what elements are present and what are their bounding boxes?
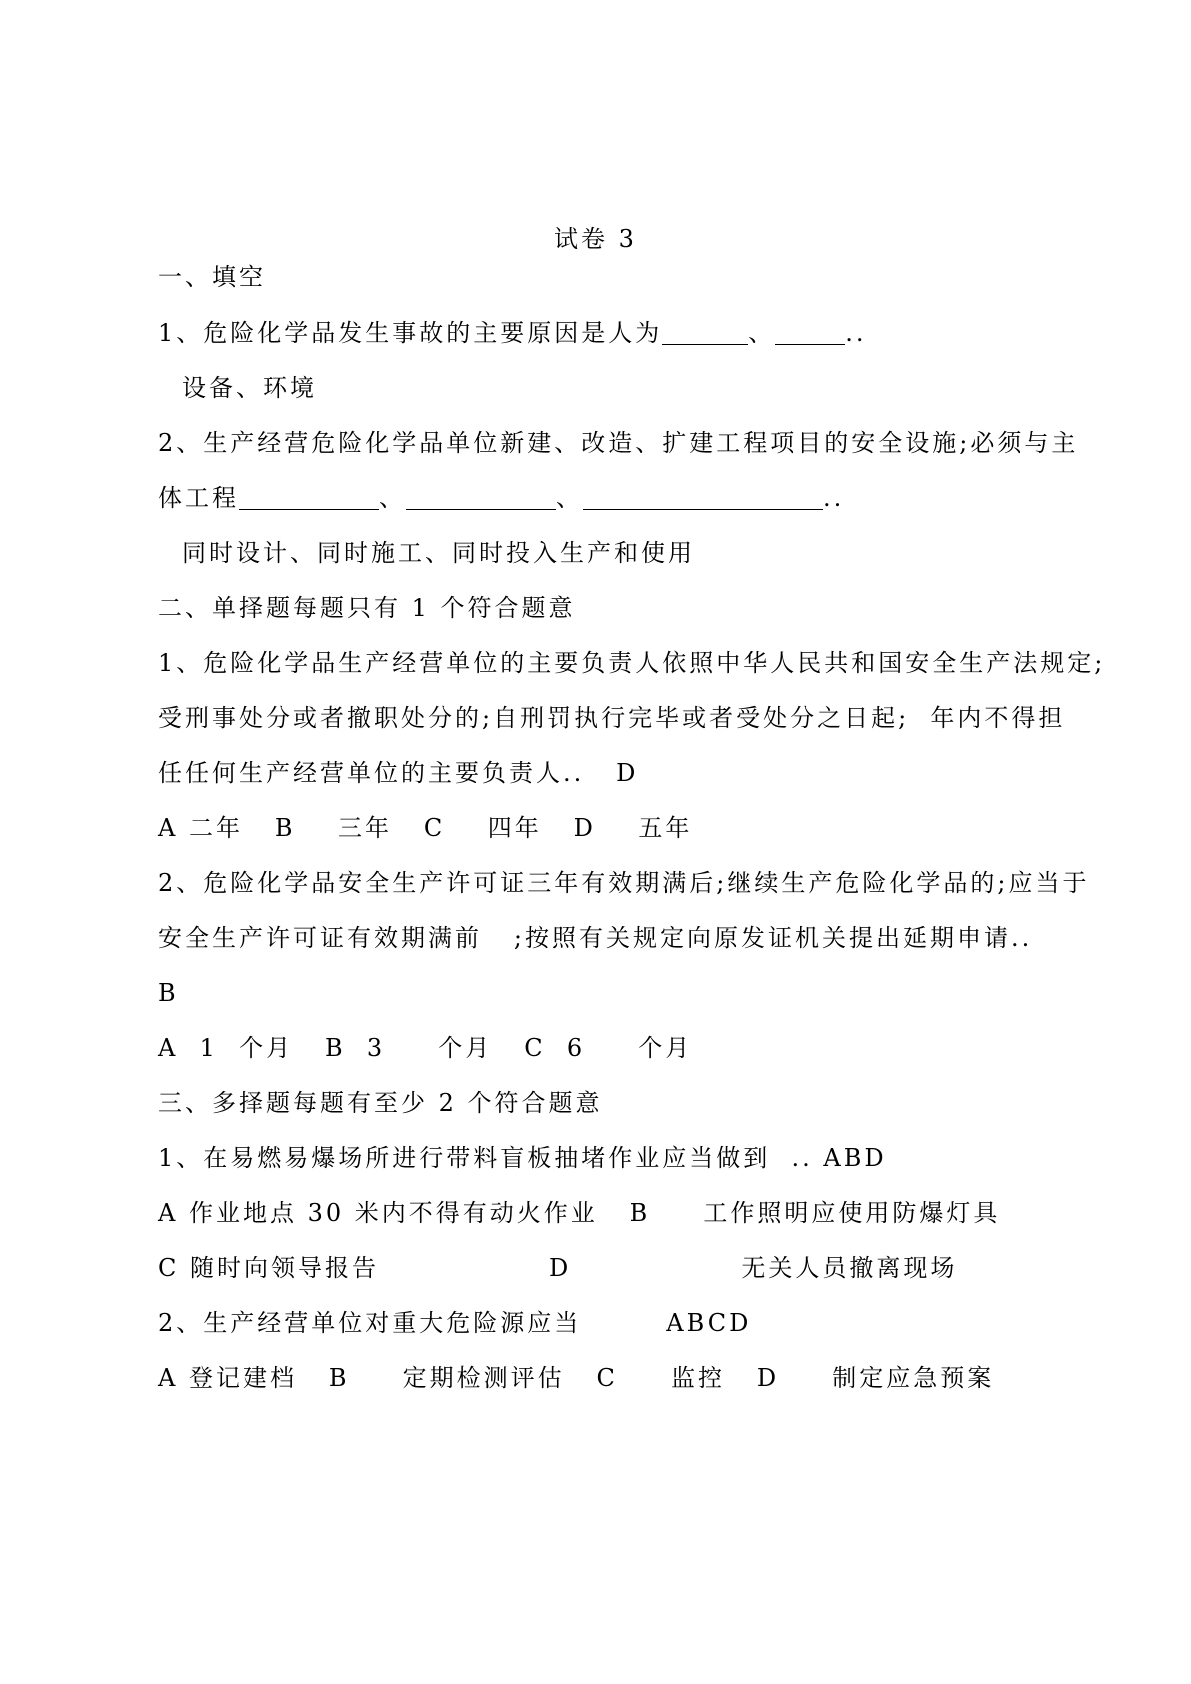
- fill-q1-end: ..: [845, 319, 867, 347]
- single-q2-options: A 1 个月 B 3 个月 C 6 个月: [158, 1034, 693, 1062]
- fill-q1-separator: 、: [748, 319, 776, 347]
- page-title: 试卷 3: [554, 225, 637, 253]
- section-2-heading: 二、单择题每题只有 1 个符合题意: [158, 594, 576, 622]
- fill-q2-blank-2: [406, 485, 556, 510]
- single-q1-options: A 二年 B 三年 C 四年 D 五年: [158, 814, 693, 842]
- fill-q2-blank-1: [239, 485, 379, 510]
- multi-q1-options-2: C 随时向领导报告 D 无关人员撤离现场: [158, 1254, 958, 1282]
- section-3-heading: 三、多择题每题有至少 2 个符合题意: [158, 1089, 603, 1117]
- fill-q1-blank-2: [775, 320, 845, 345]
- single-q1-line-1: 1、危险化学品生产经营单位的主要负责人依照中华人民共和国安全生产法规定;: [158, 649, 1106, 677]
- fill-q2-end: ..: [823, 484, 845, 512]
- section-1-heading: 一、填空: [158, 263, 266, 291]
- multi-q1-text: 1、在易燃易爆场所进行带料盲板抽堵作业应当做到 .. ABD: [158, 1144, 887, 1172]
- fill-q2-line-1: 2、生产经营危险化学品单位新建、改造、扩建工程项目的安全设施;必须与主: [158, 429, 1079, 457]
- single-q1-line-3: 任任何生产经营单位的主要负责人.. D: [158, 759, 639, 787]
- single-q1-line-2: 受刑事处分或者撤职处分的;自刑罚执行完毕或者受处分之日起; 年内不得担: [158, 704, 1066, 732]
- fill-q2-answer: 同时设计、同时施工、同时投入生产和使用: [182, 539, 695, 567]
- fill-q2-separator-2: 、: [556, 484, 583, 512]
- multi-q2-text: 2、生产经营单位对重大危险源应当 ABCD: [158, 1309, 752, 1337]
- multi-q1-options-1: A 作业地点 30 米内不得有动火作业 B 工作照明应使用防爆灯具: [158, 1199, 1001, 1227]
- fill-q2-line-2: [158, 483, 844, 513]
- fill-q2-blank-3: [583, 485, 823, 510]
- fill-q1-answer: 设备、环境: [182, 374, 317, 402]
- fill-q1: [158, 318, 867, 348]
- fill-q1-text: 1、危险化学品发生事故的主要原因是人为: [158, 319, 663, 347]
- multi-q2-options: A 登记建档 B 定期检测评估 C 监控 D 制定应急预案: [158, 1364, 995, 1392]
- fill-q1-blank-1: [662, 320, 748, 345]
- single-q2-answer: B: [158, 979, 179, 1007]
- single-q2-line-1: 2、危险化学品安全生产许可证三年有效期满后;继续生产危险化学品的;应当于: [158, 869, 1090, 897]
- fill-q2-line-2-start: 体工程: [158, 484, 239, 512]
- single-q2-line-2: 安全生产许可证有效期满前 ;按照有关规定向原发证机关提出延期申请..: [158, 924, 1033, 952]
- fill-q2-separator-1: 、: [379, 484, 406, 512]
